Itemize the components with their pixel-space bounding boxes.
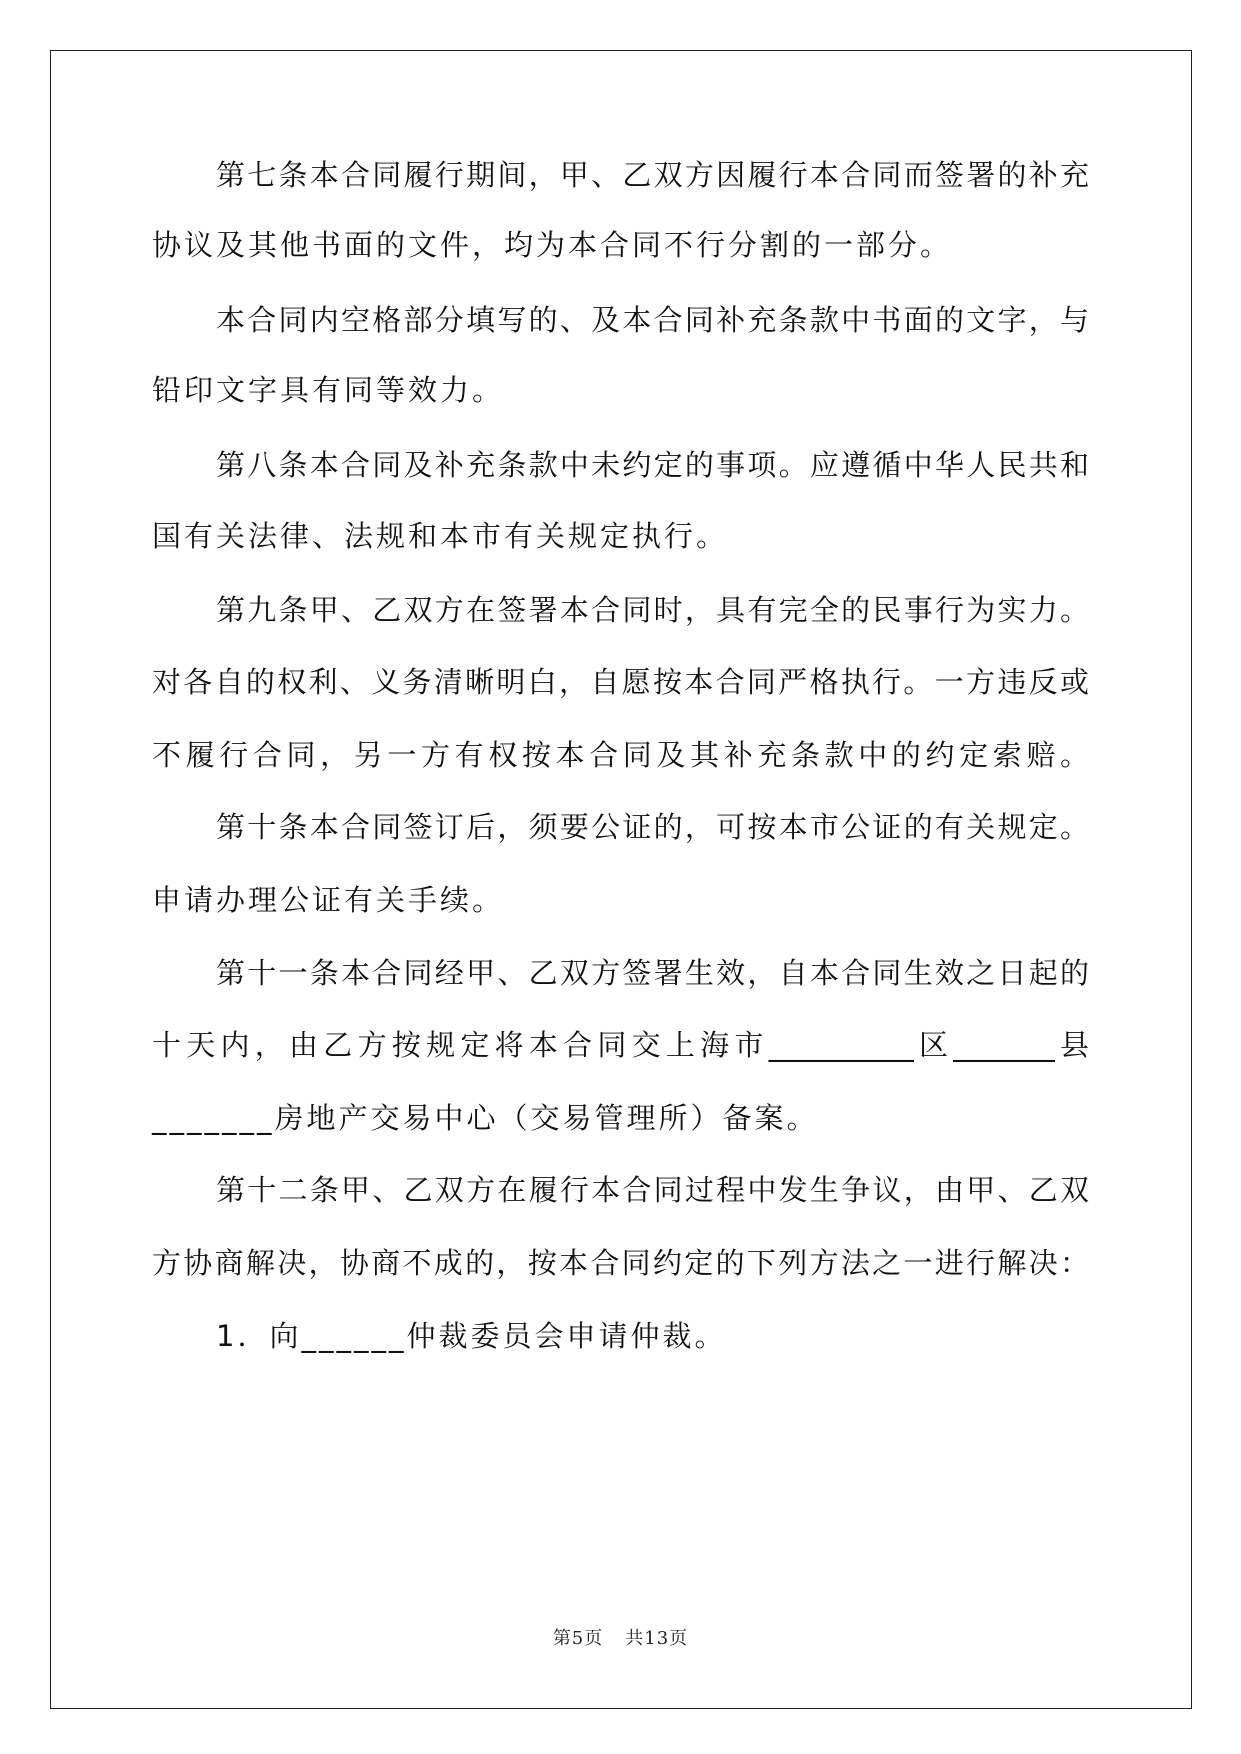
paragraph-line: 第十二条甲、乙双方在履行本合同过程中发生争议，由甲、乙双 (216, 1173, 1089, 1207)
paragraph-line: 铅印文字具有同等效力。 (152, 373, 505, 407)
paragraph-line: 第七条本合同履行期间，甲、乙双方因履行本合同而签署的补充 (216, 158, 1089, 192)
paragraph-line: 申请办理公证有关手续。 (152, 883, 505, 917)
paragraph-line: 方协商解决，协商不成的，按本合同约定的下列方法之一进行解决： (152, 1246, 1089, 1280)
paragraph-line: 第十一条本合同经甲、乙双方签署生效，自本合同生效之日起的 (216, 956, 1089, 990)
paragraph-line: 第八条本合同及补充条款中未约定的事项。应遵循中华人民共和 (216, 448, 1089, 482)
page-total: 共13页 (625, 1628, 689, 1649)
paragraph-line: 国有关法律、法规和本市有关规定执行。 (152, 519, 729, 553)
paragraph-line: 十天内，由乙方按规定将本合同交上海市__________区_______县 (152, 1028, 1089, 1062)
paragraph-line: _______房地产交易中心（交易管理所）备案。 (152, 1101, 819, 1135)
paragraph-line: 不履行合同，另一方有权按本合同及其补充条款中的约定索赔。 (152, 738, 1089, 772)
page-number: 第5页 (552, 1628, 604, 1649)
page-footer (0, 1627, 1241, 1651)
paragraph-line: 第九条甲、乙双方在签署本合同时，具有完全的民事行为实力。 (216, 593, 1089, 627)
paragraph-line: 对各自的权利、义务清晰明白，自愿按本合同严格执行。一方违反或 (152, 665, 1089, 699)
paragraph-line: 协议及其他书面的文件，均为本合同不行分割的一部分。 (152, 228, 953, 262)
paragraph-line: 1．向______仲裁委员会申请仲裁。 (216, 1319, 727, 1353)
paragraph-line: 第十条本合同签订后，须要公证的，可按本市公证的有关规定。 (216, 810, 1089, 844)
paragraph-line: 本合同内空格部分填写的、及本合同补充条款中书面的文字，与 (216, 303, 1089, 337)
